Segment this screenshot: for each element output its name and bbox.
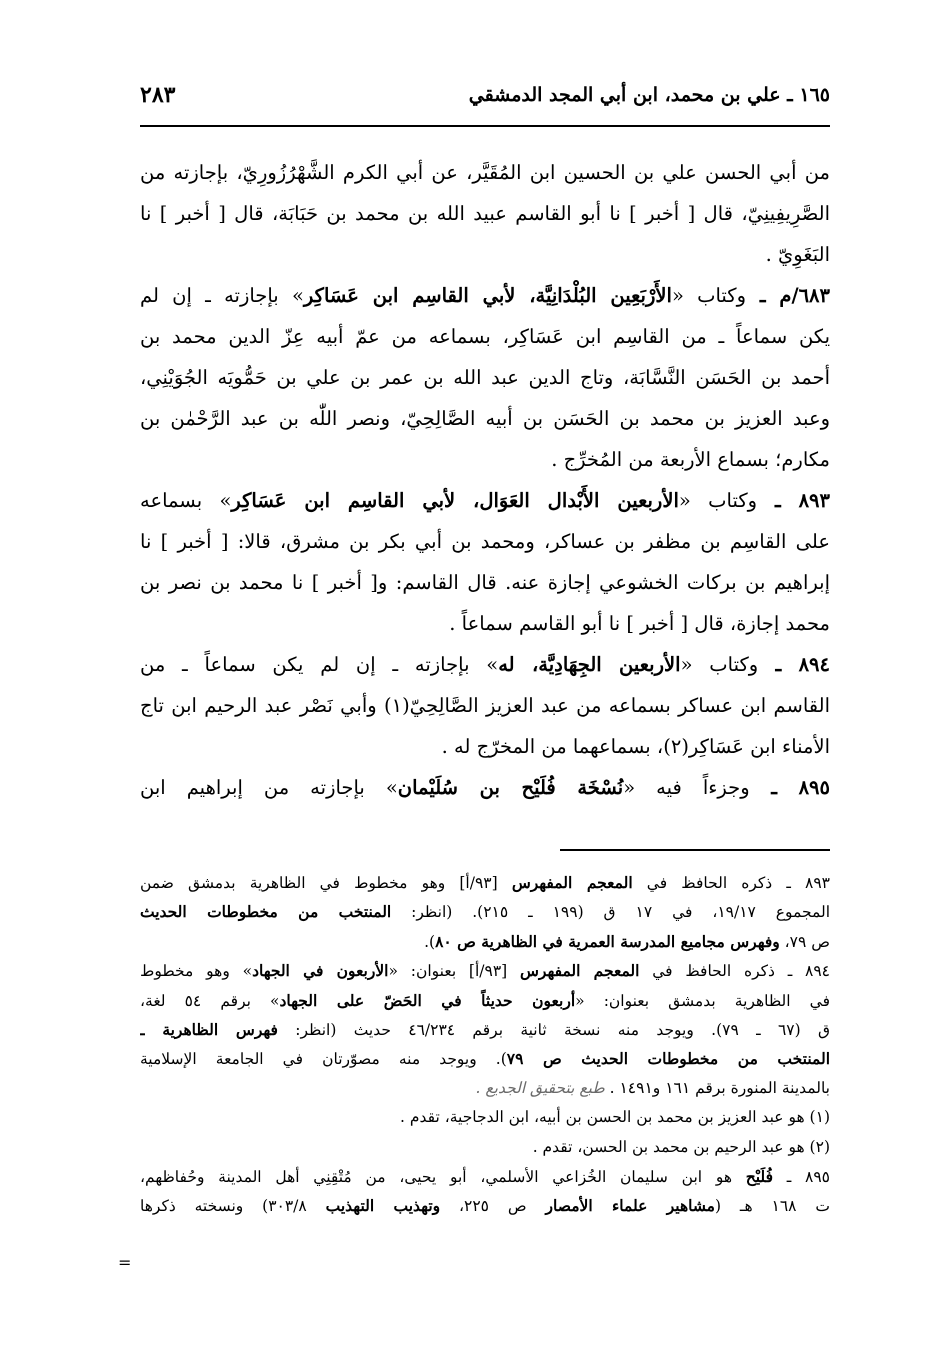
bold-text: ٦٨٣/م ـ [746, 284, 830, 307]
text-run: [٩٣/أ] وهو مخطوط في الظاهرية بدمشق ضمن [140, 874, 512, 892]
footnote-line [140, 1133, 830, 1162]
bold-text: المعجم المفهرس [511, 873, 633, 892]
bold-text: الأربعين الجِهَادِيَّة، له [498, 653, 681, 676]
text-run: يكن سماعاً ـ من القاسِم ابن عَسَاكِر، بسماعه من عمّ أبيه عِزّ الدين محمد بن [140, 325, 830, 348]
footnote-line [140, 927, 830, 956]
text-run: وكتاب « [680, 653, 759, 676]
text-run: وكتاب « [678, 489, 758, 512]
running-title: ١٦٥ ـ علي بن محمد، ابن أبي المجد الدمشقي [468, 84, 830, 106]
text-run: هو ابن سليمان الخُزاعي الأسلمي، أبو يحيى، من مُتْقِنِي أهل المدينة وحُفاظهم، [140, 1167, 746, 1186]
text-run: ). [424, 932, 436, 951]
bold-text: المنتخب من مخطوطات الحديث [140, 902, 392, 922]
bold-text: أربعون حديثاً في الحَضّ على الجهاد [279, 990, 576, 1010]
bold-text: وفهرس مجاميع المدرسة العمرية في الظاهرية ص ٨٠ [435, 931, 780, 951]
text-run: وجزءاً فيه « [623, 776, 750, 799]
bold-text: نُسْخَة فُلَيْح بن سُلَيْمان [397, 776, 624, 799]
bold-text: وتهذيب التهذيب [325, 1196, 441, 1216]
text-run: مكارم؛ بسماع الأربعة من المُخرِّج . [551, 448, 830, 471]
text-run: في الظاهرية بدمشق بعنوان: « [575, 991, 830, 1010]
bold-text: ٨٩٤ ـ [758, 653, 830, 676]
text-run: » برقم ٥٤ لغة، [140, 991, 280, 1010]
text-run: بالمدينة المنورة برقم ١٦١ و١٤٩١ . [604, 1078, 830, 1097]
text-run: ٣٠٣/٨) ونسخته ذكرها [140, 1197, 326, 1216]
text-line [140, 275, 830, 316]
page-number: ٢٨٣ [140, 82, 176, 108]
footnote-line [140, 1074, 830, 1103]
text-line [140, 193, 830, 234]
text-run: ٨٩٥ ـ [772, 1167, 830, 1186]
footnotes [140, 868, 830, 1221]
bold-text: المعجم المفهرس [519, 961, 640, 981]
text-run: أحمد بن الحَسَن النَّسَّابَة، وتاج الدين عبد الله بن عمر بن علي بن حَمُّويَه الجُوَيْنِي، [140, 366, 830, 389]
text-run: محمد إجازة، قال [ أخبر ] نا أبو القاسم سماعاً . [449, 612, 830, 635]
text-run: » بإجازته من إبراهيم ابن [140, 776, 398, 799]
text-line [140, 726, 830, 767]
footnote-line [140, 1191, 830, 1220]
text-run: الصَّرِيفِينِيّ، قال [ أخبر ] نا أبو القاسم عبيد الله بن محمد بن حَبَابَة، قال [ أخبر ] نا [140, 202, 830, 225]
footnote-line [140, 1044, 830, 1073]
text-run: القاسم ابن عساكر بسماعه من عبد العزيز الصَّالِحِيّ(١) وأبي نَصْر عبد الرحيم ابن تاج [140, 694, 830, 717]
text-line [140, 480, 830, 521]
text-run: المجموع ١٩/١٧، في ١٧ ق (١٩٩ ـ ٢١٥). (انظر: [391, 903, 830, 922]
text-run: على القاسِم بن مظفر بن عساكر، ومحمد بن أبي بكر بن مشرق، قالا: [ أخبر ] نا [140, 530, 830, 553]
text-run: ص ٢٢٥، [440, 1197, 546, 1216]
text-line [140, 644, 830, 685]
text-run: » وهو مخطوط [140, 962, 253, 981]
footnote-line [140, 1103, 830, 1132]
bold-text: المنتخب من مخطوطات الحديث ص ٧٩ [506, 1049, 830, 1069]
footnote-line [140, 956, 830, 985]
text-run: » بسماعه [140, 489, 232, 512]
continuation-mark: = [118, 1253, 132, 1272]
bold-text: فهرس الظاهرية ـ [140, 1019, 278, 1039]
text-line [140, 152, 830, 193]
handwritten-note: طبع بتحقيق الجديع . [475, 1078, 605, 1097]
text-run: إبراهيم بن بركات الخشوعي إجازة عنه. قال القاسم: و[ أخبر ] نا محمد بن نصر بن [140, 571, 830, 594]
text-run: من أبي الحسن علي بن الحسين ابن المُقَيَّر، عن أبي الكرم الشَّهْرُزُورِيّ، بإجازته من [140, 161, 830, 184]
text-line [140, 439, 830, 480]
text-line [140, 521, 830, 562]
text-line [140, 685, 830, 726]
bold-text: الأربعون في الجهاد [252, 961, 389, 981]
text-run: ). ويوجد منه مصوّرتان في الجامعة الإسلامية [140, 1050, 507, 1069]
text-run: (١) هو عبد العزيز بن محمد بن الحسن بن أبيه، ابن الدجاجية، تقدم . [400, 1108, 830, 1127]
text-run: ق (٦٧ ـ ٧٩). ويوجد منه نسخة ثانية برقم ٤٦/٢٣٤ حديث (انظر: [277, 1020, 830, 1039]
footnote-line [140, 897, 830, 926]
text-line [140, 603, 830, 644]
text-line [140, 562, 830, 603]
text-run: البَغَوِيّ . [765, 243, 830, 266]
text-run: [٩٣/أ] بعنوان: « [388, 962, 520, 981]
text-line [140, 398, 830, 439]
page-header [140, 80, 830, 120]
main-text [140, 152, 830, 808]
text-line [140, 767, 830, 808]
bold-text: مشاهير علماء الأمصار [545, 1196, 715, 1216]
bold-text: الأَرْبَعِين البُلْدَانِيَّة، لأبي القاسِم ابن عَسَاكِر [303, 284, 672, 307]
footnote-line [140, 986, 830, 1015]
text-run: الأمناء ابن عَسَاكِر(٢)، بسماعهما من المخرّج له . [441, 735, 830, 758]
footnote-line [140, 1162, 830, 1191]
bold-text: ٨٩٥ ـ [749, 776, 830, 799]
text-run: ت ١٦٨ هـ ( [714, 1197, 830, 1216]
footnote-line [140, 1015, 830, 1044]
text-run: وكتاب « [671, 284, 747, 307]
text-run: » بإجازته ـ إن لم [140, 284, 304, 307]
text-run: ٨٩٣ ـ ذكره الحافظ في [632, 874, 830, 892]
header-rule [140, 125, 830, 127]
bold-text: فُلَيْح [745, 1166, 773, 1186]
text-line [140, 357, 830, 398]
text-run: ٨٩٤ ـ ذكره الحافظ في [639, 962, 830, 981]
bold-text: الأربعين الأَبْدال العَوَال، لأبي القاسِم ابن عَسَاكِر [231, 489, 679, 512]
text-run: وعبد العزيز بن محمد بن الحَسَن بن أبيه الصَّالِحِيّ، ونصر اللّٰه بن عبد الرَّحْمٰن بن [140, 407, 830, 430]
text-line [140, 234, 830, 275]
footnote-separator [560, 849, 830, 851]
text-line [140, 316, 830, 357]
text-run: ص ٧٩، [779, 932, 830, 951]
text-run: (٢) هو عبد الرحيم بن محمد بن الحسن، تقدم . [532, 1137, 830, 1156]
footnote-line [140, 868, 830, 897]
bold-text: ٨٩٣ ـ [757, 489, 830, 512]
text-run: » بإجازته ـ إن لم يكن سماعاً ـ من [140, 653, 499, 676]
